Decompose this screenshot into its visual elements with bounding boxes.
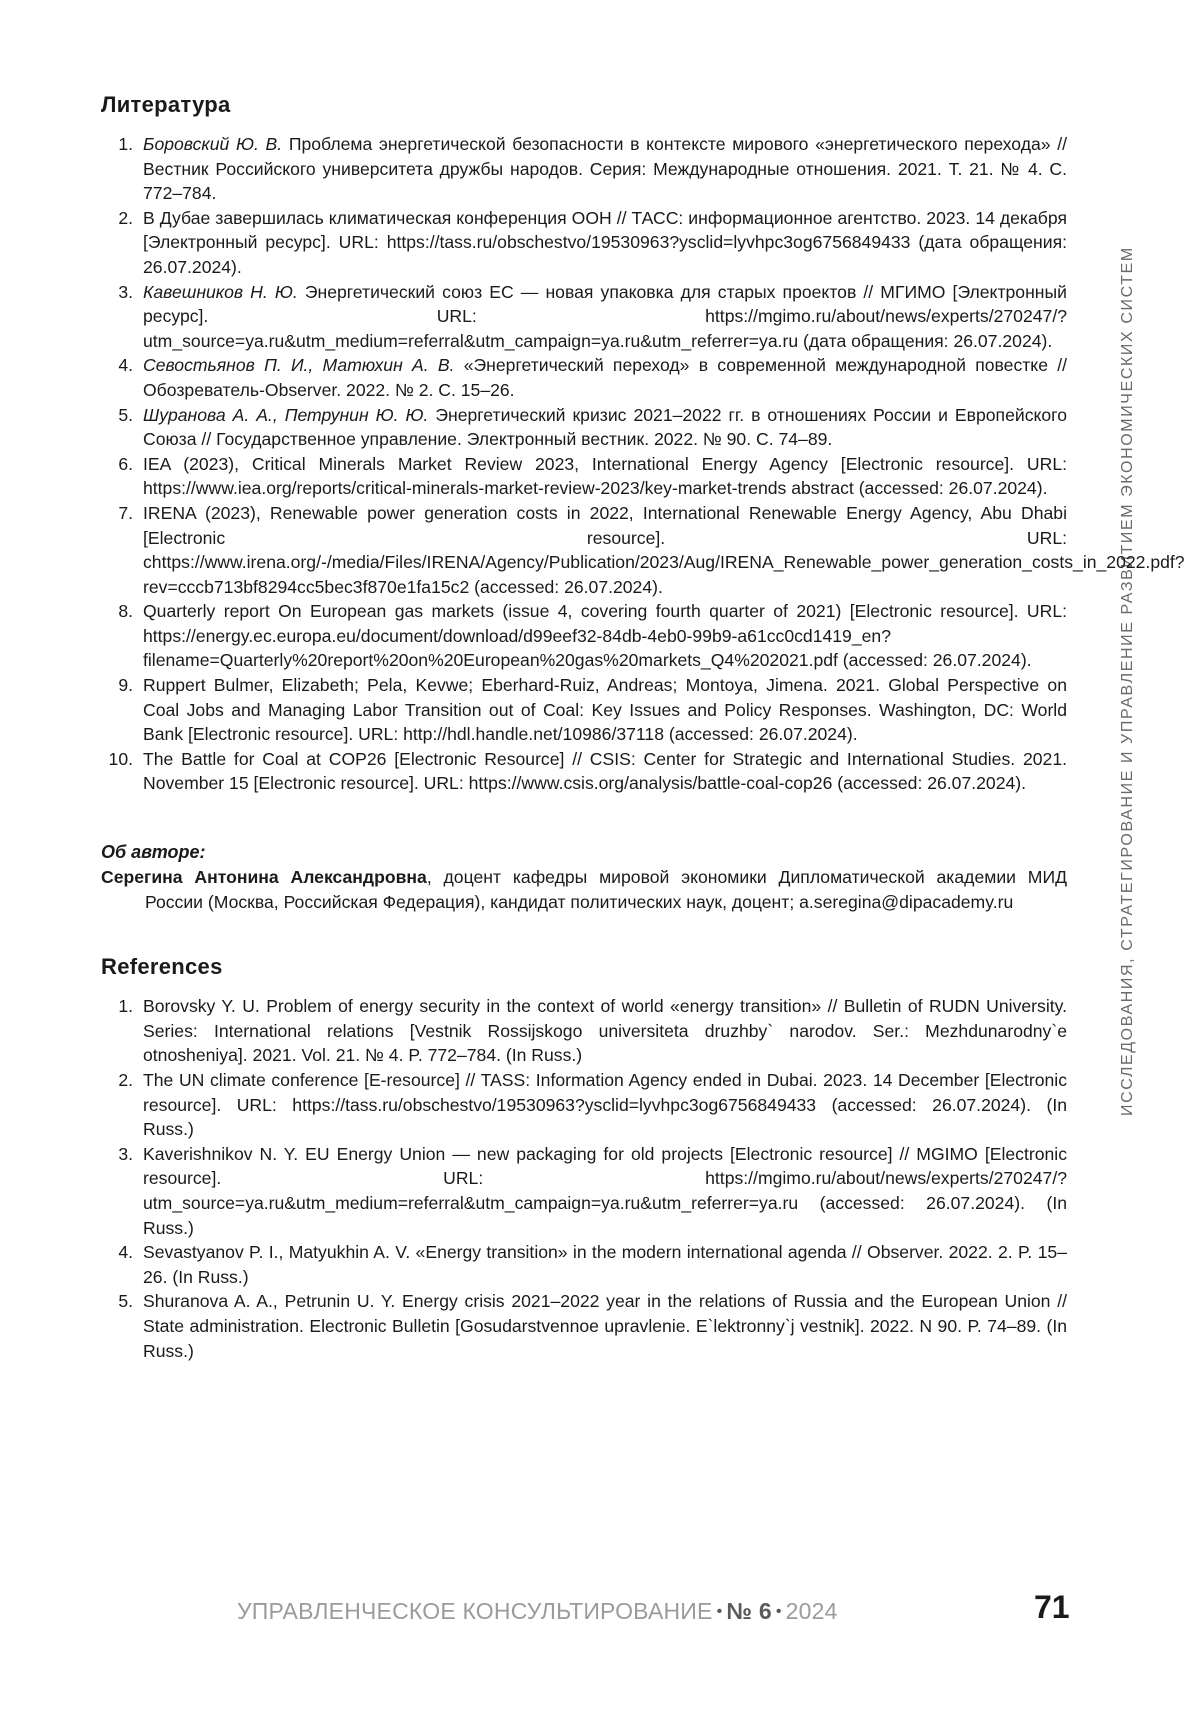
item-text: IEA (2023), Critical Minerals Market Review 2023, International Energy Agency [Electronic resource]. URL: https://www.iea.org/reports/critical-minerals-market-review-2023/key-market-trends abstract (accessed: 26.07.2024). [143,453,1067,499]
reference-item [101,1142,1067,1240]
reference-item [101,1240,1067,1289]
reference-item [101,1068,1067,1142]
literature-item [101,673,1067,747]
item-text: IRENA (2023), Renewable power generation costs in 2022, International Renewable Energy Agency, Abu Dhabi [Electronic resource]. URL: chttps://www.irena.org/-/media/Files/IRENA/Agency/Publication/2023/Aug/IRENA_Renewable_power_generation_costs_in_2022.pdf?rev=cccb713bf8294cc5bec3f870e1fa15c2 (accessed: 26.07.2024). [143,502,1185,597]
item-text: «Энергетический переход» в современной международной повестке // Обозреватель-Observer. 2022. № 2. С. 15–26. [143,355,1067,400]
literature-item [101,280,1067,354]
literature-item [101,747,1067,796]
reference-item [101,1289,1067,1363]
item-number: 6. [118,453,133,474]
item-authors: Шуранова А. А., Петрунин Ю. Ю. [143,404,429,425]
separator-dot: • [775,1603,782,1620]
literature-item [101,501,1185,599]
item-authors: Севостьянов П. И., Матюхин А. В. [143,355,455,376]
running-side-header: ИССЛЕДОВАНИЯ, СТРАТЕГИРОВАНИЕ И УПРАВЛЕНИЕ РАЗВИТИЕМ ЭКОНОМИЧЕСКИХ СИСТЕМ [1119,246,1136,1116]
journal-footer [237,1598,838,1625]
item-number: 4. [118,1242,133,1263]
item-number: 10. [108,748,133,769]
author-details: , доцент кафедры мировой экономики Дипломатической академии МИД России (Москва, Российская Федерация), кандидат политических наук, доцент; a.seregina@dipacademy.ru [145,867,1067,912]
item-authors: Кавешников Н. Ю. [143,281,298,302]
item-text: Sevastyanov P. I., Matyukhin A. V. «Energy transition» in the modern international agenda // Observer. 2022. 2. P. 15–26. (In Russ.) [143,1242,1067,1287]
item-text: Ruppert Bulmer, Elizabeth; Pela, Kevwe; Eberhard-Ruiz, Andreas; Montoya, Jimena. 2021. Global Perspective on Coal Jobs and Managing Labor Transition out of Coal: Key Issues and Policy Responses. Washington, DC: World Bank [Electronic resource]. URL: http://hdl.handle.net/10986/37118 (accessed: 26.07.2024). [143,675,1067,745]
item-number: 2. [118,1070,133,1090]
item-number: 2. [118,207,133,228]
reference-item [101,994,1067,1068]
page-number: 71 [1034,1589,1070,1625]
journal-name: УПРАВЛЕНЧЕСКОЕ КОНСУЛЬТИРОВАНИЕ [237,1598,713,1624]
item-text: Энергетический союз ЕС — новая упаковка для старых проектов // МГИМО [Электронный ресурс]. URL: https://mgimo.ru/about/news/experts/270247/?utm_source=ya.ru&utm_medium=referral&utm_campaign=ya.ru&utm_referrer=ya.ru (дата обращения: 26.07.2024). [143,281,1067,351]
item-text: Borovsky Y. U. Problem of energy security in the context of world «energy transition» // Bulletin of RUDN University. Series: International relations [Vestnik Rossijskogo universiteta druzhby` narodov. Ser.: Mezhdunarodny`e otnosheniya]. 2021. Vol. 21. № 4. P. 772–784. (In Russ.) [143,996,1067,1066]
references-list [101,994,1067,1363]
item-text: The UN climate conference [E-resource] // TASS: Information Agency ended in Dubai. 2023. 14 December [Electronic resource]. URL: https://tass.ru/obschestvo/19530963?ysclid=lyvhpc3og6756849433 (accessed: 26.07.2024). (In Russ.) [143,1070,1067,1140]
literature-item [101,353,1067,402]
literature-item [101,599,1067,673]
literature-item [101,403,1067,452]
item-number: 5. [118,1291,133,1312]
about-author [101,840,1067,914]
author-name: Серегина Антонина Александровна [101,867,427,888]
item-number: 7. [118,502,133,523]
item-text: Shuranova A. A., Petrunin U. Y. Energy crisis 2021–2022 year in the relations of Russia and the European Union // State administration. Electronic Bulletin [Gosudarstvennoe upravlenie. E`lektronny`j vestnik]. 2022. N 90. P. 74–89. (In Russ.) [143,1291,1067,1361]
about-author-text [101,865,1067,914]
about-author-label: Об авторе: [101,842,206,863]
references-heading: References [101,954,223,980]
item-authors: Боровский Ю. В. [143,134,283,154]
literature-item [101,132,1067,206]
item-number: 4. [118,355,133,376]
literature-heading: Литература [101,92,231,117]
references-section [101,954,1067,1363]
item-number: 1. [118,134,133,154]
item-number: 8. [118,601,133,622]
item-number: 3. [118,1143,133,1164]
literature-item [101,206,1067,280]
item-number: 5. [118,404,133,425]
item-number: 1. [118,996,133,1017]
issue-number: № 6 [726,1598,772,1624]
item-text: Kaverishnikov N. Y. EU Energy Union — new packaging for old projects [Electronic resource] // MGIMO [Electronic resource]. URL: https://mgimo.ru/about/news/experts/270247/?utm_source=ya.ru&utm_medium=referral&utm_campaign=ya.ru&utm_referrer=ya.ru (accessed: 26.07.2024). (In Russ.) [143,1143,1067,1238]
literature-item [101,452,1067,501]
item-text: Энергетический кризис 2021–2022 гг. в отношениях России и Европейского Союза // Государственное управление. Электронный вестник. 2022. № 90. С. 74–89. [143,404,1067,450]
item-text: В Дубае завершилась климатическая конференция ООН // ТАСС: информационное агентство. 2023. 14 декабря [Электронный ресурс]. URL: https://tass.ru/obschestvo/19530963?ysclid=lyvhpc3og6756849433 (дата обращения: 26.07.2024). [143,207,1067,277]
item-text: The Battle for Coal at COP26 [Electronic Resource] // CSIS: Center for Strategic and International Studies. 2021. November 15 [Electronic resource]. URL: https://www.csis.org/analysis/battle-coal-cop26 (accessed: 26.07.2024). [143,748,1067,794]
item-number: 3. [118,281,133,302]
issue-year: 2024 [785,1598,838,1624]
item-text: Проблема энергетической безопасности в контексте мирового «энергетического перехода» // Вестник Российского университета дружбы народов. Серия: Международные отношения. 2021. Т. 21. № 4. С. 772–784. [143,134,1067,204]
separator-dot: • [716,1603,723,1620]
item-number: 9. [118,675,133,696]
item-text: Quarterly report On European gas markets (issue 4, covering fourth quarter of 2021) [Electronic resource]. URL: https://energy.ec.europa.eu/document/download/d99eef32-84db-4eb0-99b9-a61cc0cd1419_en?filename=Quarterly%20report%20on%20European%20gas%20markets_Q4%202021.pdf (accessed: 26.07.2024). [143,601,1067,671]
